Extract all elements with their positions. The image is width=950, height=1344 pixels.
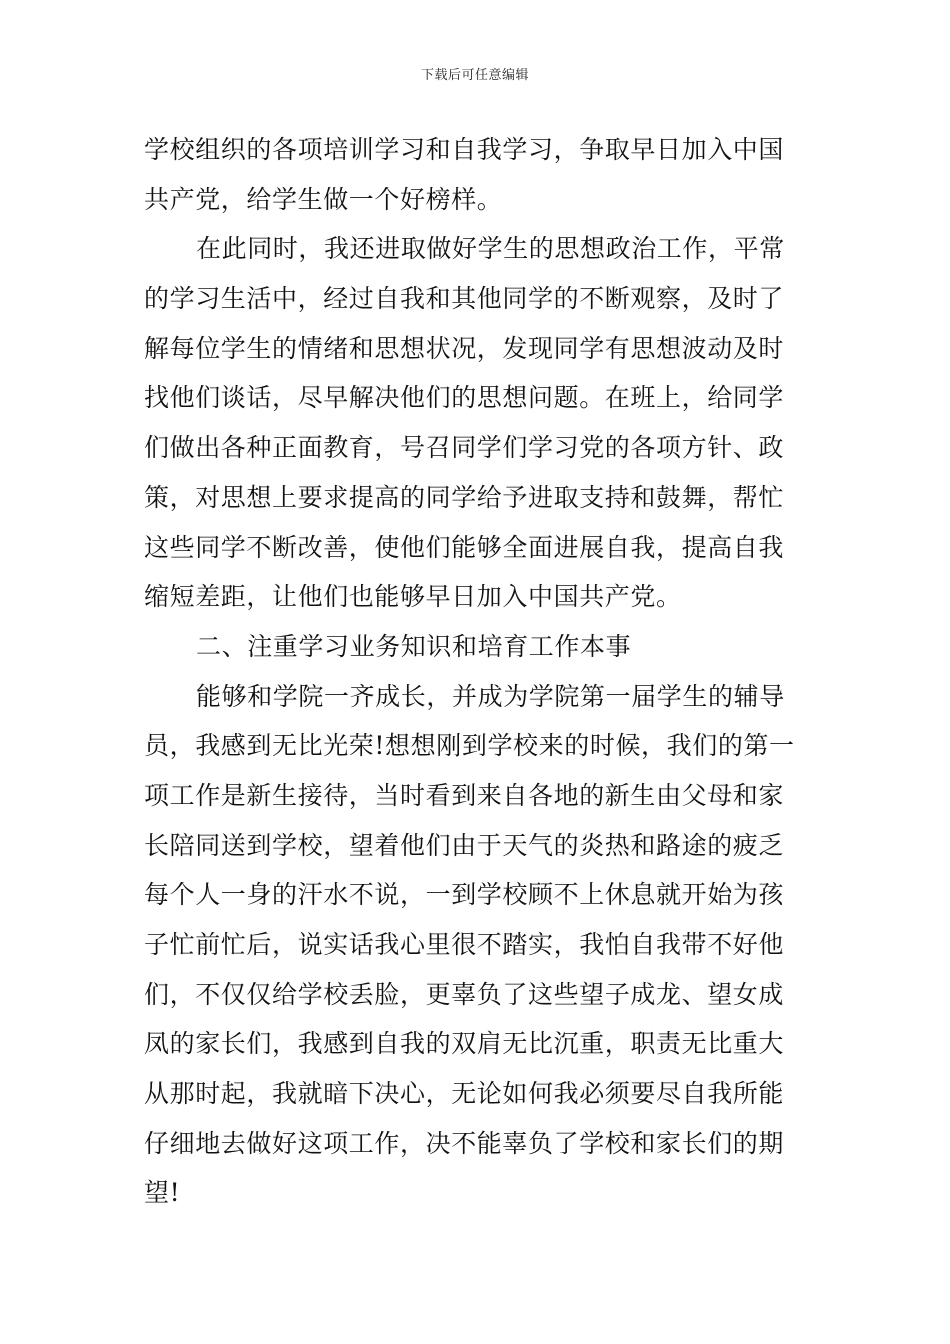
text-line: 缩短差距，让他们也能够早日加入中国共产党。 — [144, 582, 682, 612]
paragraph-start-line: 在此同时，我还进取做好学生的思想政治工作，平常 — [196, 234, 785, 264]
text-line: 学校组织的各项培训学习和自我学习，争取早日加入中国 — [144, 135, 785, 164]
text-line: 子忙前忙后，说实话我心里很不踏实，我怕自我带不好他 — [144, 930, 785, 959]
paragraph-start-line: 能够和学院一齐成长，并成为学院第一届学生的辅导 — [196, 681, 785, 711]
text-line: 仔细地去做好这项工作，决不能辜负了学校和家长们的期 — [144, 1128, 785, 1158]
text-line: 望! — [144, 1178, 181, 1208]
text-line: 员，我感到无比光荣!想想刚到学校来的时候，我们的第一 — [144, 731, 795, 761]
text-line: 们，不仅仅给学校丢脸，更辜负了这些望子成龙、望女成 — [144, 979, 785, 1009]
page-header: 下载后可任意编辑 — [420, 68, 529, 83]
text-line: 解每位学生的情绪和思想状况，发现同学有思想波动及时 — [144, 333, 785, 363]
document-body — [144, 125, 808, 1218]
text-line: 这些同学不断改善，使他们能够全面进展自我，提高自我 — [144, 532, 785, 562]
text-line: 共产党，给学生做一个好榜样。 — [144, 184, 503, 214]
text-line: 凤的家长们，我感到自我的双肩无比沉重，职责无比重大 — [144, 1029, 785, 1059]
section-heading: 二、注重学习业务知识和培育工作本事 — [196, 631, 632, 661]
text-line: 从那时起，我就暗下决心，无论如何我必须要尽自我所能 — [144, 1079, 785, 1109]
text-line: 们做出各种正面教育，号召同学们学习党的各项方针、政 — [144, 433, 785, 463]
text-line: 长陪同送到学校，望着他们由于天气的炎热和路途的疲乏 — [144, 830, 785, 860]
text-line: 找他们谈话，尽早解决他们的思想问题。在班上，给同学 — [144, 383, 785, 413]
text-line: 每个人一身的汗水不说，一到学校顾不上休息就开始为孩 — [144, 880, 785, 910]
text-line: 项工作是新生接待，当时看到来自各地的新生由父母和家 — [144, 780, 785, 810]
text-line: 的学习生活中，经过自我和其他同学的不断观察，及时了 — [144, 284, 785, 314]
text-line: 策，对思想上要求提高的同学给予进取支持和鼓舞，帮忙 — [144, 482, 785, 512]
